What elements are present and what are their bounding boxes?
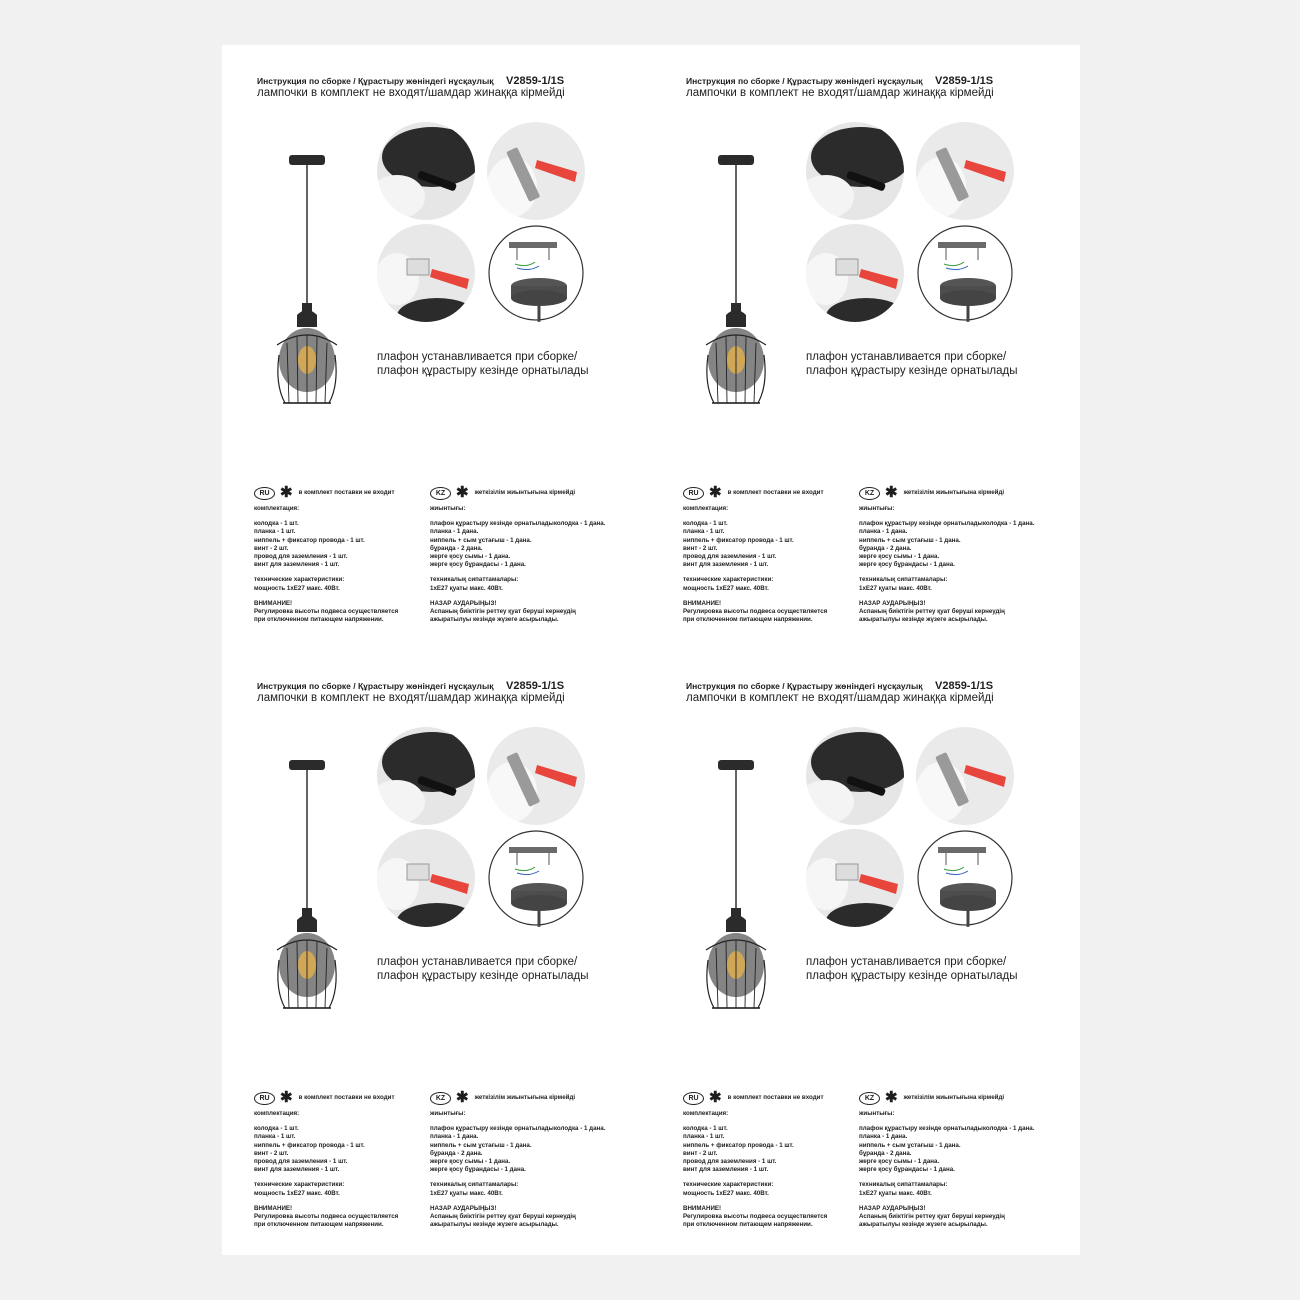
warning-line: Аспаның биіктігін реттеу қуат беруші кернеудің bbox=[859, 608, 1005, 616]
instruction-title: Инструкция по сборке / Құрастыру жөніндегі нұсқаулық bbox=[257, 681, 494, 691]
wire-terminal-photo bbox=[377, 829, 475, 927]
instruction-panel bbox=[651, 650, 1080, 1255]
kit-title: комплектация: bbox=[683, 505, 729, 512]
kit-item: плафон құрастыру кезінде орнатыладыколодка - 1 дана. bbox=[859, 1125, 1035, 1133]
kit-item: бұранда - 2 дана. bbox=[430, 1149, 483, 1157]
kit-item: ниппель + фиксатор провода - 1 шт. bbox=[683, 536, 794, 544]
warning-line: при отключенном питающем напряжении. bbox=[683, 616, 813, 624]
kit-item: винт для заземления - 1 шт. bbox=[254, 1166, 340, 1174]
kit-item: планка - 1 дана. bbox=[430, 1133, 479, 1141]
mounting-diagram bbox=[916, 224, 1014, 322]
kit-item: планка - 1 шт. bbox=[683, 1133, 725, 1141]
asterisk-icon: ✱ bbox=[885, 1089, 898, 1106]
warning-title: НАЗАР АУДАРЫҢЫЗ! bbox=[430, 599, 497, 607]
ru-badge: RU bbox=[254, 1092, 275, 1105]
ru-specs bbox=[683, 1089, 858, 1229]
specs-value: 1хЕ27 қуаты макс. 40Вт. bbox=[430, 584, 503, 592]
kit-item: жерге қосу сымы - 1 дана. bbox=[859, 1158, 940, 1166]
instruction-panel bbox=[222, 45, 651, 650]
kit-item: винт - 2 шт. bbox=[683, 1149, 718, 1157]
kit-item: винт - 2 шт. bbox=[254, 544, 289, 552]
wire-terminal-photo bbox=[377, 224, 475, 322]
kit-item: ниппель + сым ұстағыш - 1 дана. bbox=[430, 1141, 532, 1149]
instruction-panel bbox=[651, 45, 1080, 650]
specs-title: технические характеристики: bbox=[254, 1181, 345, 1189]
bulbs-note: лампочки в комплект не входят/шамдар жинаққа кірмейді bbox=[257, 87, 565, 99]
warning-line: Регулировка высоты подвеса осуществляется bbox=[254, 608, 399, 616]
wire-terminal-photo bbox=[806, 224, 904, 322]
warning-line: Регулировка высоты подвеса осуществляется bbox=[683, 608, 828, 616]
ru-badge: RU bbox=[683, 487, 704, 500]
kit-item: плафон құрастыру кезінде орнатыладыколодка - 1 дана. bbox=[859, 520, 1035, 528]
kz-badge: KZ bbox=[859, 1092, 880, 1105]
shade-note-line: плафон устанавливается при сборке/ bbox=[806, 351, 1007, 363]
shade-note-line: плафон құрастыру кезінде орнатылады bbox=[377, 365, 589, 377]
specs-title: техникалық сипаттамалары: bbox=[430, 1181, 519, 1189]
warning-title: НАЗАР АУДАРЫҢЫЗ! bbox=[859, 599, 926, 607]
kit-item: провод для заземления - 1 шт. bbox=[683, 553, 777, 561]
kit-item: винт - 2 шт. bbox=[683, 544, 718, 552]
kit-item: провод для заземления - 1 шт. bbox=[683, 1158, 777, 1166]
warning-line: при отключенном питающем напряжении. bbox=[254, 616, 384, 624]
specs-value: мощность 1хЕ27 макс. 40Вт. bbox=[683, 1189, 769, 1197]
warning-line: ажыратылуы кезінде жүзеге асырылады. bbox=[430, 616, 559, 624]
pendant-lamp-illustration bbox=[696, 155, 776, 410]
instruction-panel bbox=[222, 650, 651, 1255]
not-included-note: жеткізілім жиынтығына кірмейді bbox=[903, 1093, 1005, 1101]
kit-item: жерге қосу бұрандасы - 1 дана. bbox=[430, 561, 526, 569]
warning-line: Аспаның биіктігін реттеу қуат беруші кернеудің bbox=[430, 608, 576, 616]
kit-item: колодка - 1 шт. bbox=[254, 520, 299, 528]
asterisk-icon: ✱ bbox=[885, 484, 898, 501]
bracket-screwdriver-photo bbox=[487, 727, 585, 825]
not-included-note: жеткізілім жиынтығына кірмейді bbox=[903, 488, 1005, 496]
kit-item: жерге қосу бұрандасы - 1 дана. bbox=[859, 561, 955, 569]
shade-note-line: плафон құрастыру кезінде орнатылады bbox=[806, 970, 1018, 982]
warning-line: при отключенном питающем напряжении. bbox=[254, 1221, 384, 1229]
specs-title: технические характеристики: bbox=[683, 576, 774, 584]
ru-specs bbox=[254, 484, 429, 624]
warning-line: Аспаның биіктігін реттеу қуат беруші кернеудің bbox=[859, 1213, 1005, 1221]
kz-badge: KZ bbox=[430, 1092, 451, 1105]
kit-item: плафон құрастыру кезінде орнатыладыколодка - 1 дана. bbox=[430, 1125, 606, 1133]
warning-title: ВНИМАНИЕ! bbox=[683, 599, 722, 607]
kit-item: провод для заземления - 1 шт. bbox=[254, 553, 348, 561]
pendant-lamp-illustration bbox=[696, 760, 776, 1015]
warning-line: при отключенном питающем напряжении. bbox=[683, 1221, 813, 1229]
specs-title: технические характеристики: bbox=[683, 1181, 774, 1189]
asterisk-icon: ✱ bbox=[456, 1089, 469, 1106]
kit-item: ниппель + сым ұстағыш - 1 дана. bbox=[859, 1141, 961, 1149]
warning-title: ВНИМАНИЕ! bbox=[683, 1204, 722, 1212]
shade-note bbox=[806, 350, 1018, 378]
kit-item: винт для заземления - 1 шт. bbox=[683, 561, 769, 569]
kz-badge: KZ bbox=[859, 487, 880, 500]
not-included-note: в комплект поставки не входит bbox=[298, 1093, 395, 1101]
specs-title: техникалық сипаттамалары: bbox=[430, 576, 519, 584]
kz-specs bbox=[430, 484, 642, 624]
specs-value: мощность 1хЕ27 макс. 40Вт. bbox=[683, 584, 769, 592]
kz-specs bbox=[430, 1089, 642, 1229]
warning-line: Аспаның биіктігін реттеу қуат беруші кернеудің bbox=[430, 1213, 576, 1221]
canopy-screwdriver-photo bbox=[377, 122, 475, 220]
kz-specs bbox=[859, 484, 1071, 624]
kit-item: жерге қосу сымы - 1 дана. bbox=[859, 553, 940, 561]
kit-item: ниппель + фиксатор провода - 1 шт. bbox=[254, 1141, 365, 1149]
pendant-lamp-illustration bbox=[267, 155, 347, 410]
kit-title: жиынтығы: bbox=[430, 1110, 466, 1117]
kit-item: ниппель + сым ұстағыш - 1 дана. bbox=[430, 536, 532, 544]
specs-title: технические характеристики: bbox=[254, 576, 345, 584]
kit-item: бұранда - 2 дана. bbox=[859, 544, 912, 552]
asterisk-icon: ✱ bbox=[280, 1089, 293, 1106]
kit-item: жерге қосу бұрандасы - 1 дана. bbox=[430, 1166, 526, 1174]
shade-note bbox=[377, 350, 589, 378]
kit-item: планка - 1 шт. bbox=[254, 1133, 296, 1141]
kz-specs bbox=[859, 1089, 1071, 1229]
kit-item: планка - 1 шт. bbox=[254, 528, 296, 536]
canopy-screwdriver-photo bbox=[377, 727, 475, 825]
shade-note bbox=[377, 955, 589, 983]
kit-item: жерге қосу сымы - 1 дана. bbox=[430, 553, 511, 561]
not-included-note: в комплект поставки не входит bbox=[298, 488, 395, 496]
model-number: V2859-1/1S bbox=[935, 75, 994, 87]
kit-item: ниппель + фиксатор провода - 1 шт. bbox=[683, 1141, 794, 1149]
not-included-note: жеткізілім жиынтығына кірмейді bbox=[474, 1093, 576, 1101]
wire-terminal-photo bbox=[806, 829, 904, 927]
warning-line: ажыратылуы кезінде жүзеге асырылады. bbox=[859, 1221, 988, 1229]
ru-badge: RU bbox=[683, 1092, 704, 1105]
kit-item: ниппель + сым ұстағыш - 1 дана. bbox=[859, 536, 961, 544]
ru-specs bbox=[683, 484, 858, 624]
kit-item: планка - 1 дана. bbox=[430, 528, 479, 536]
shade-note-line: плафон құрастыру кезінде орнатылады bbox=[377, 970, 589, 982]
mounting-diagram bbox=[487, 829, 585, 927]
not-included-note: в комплект поставки не входит bbox=[727, 1093, 824, 1101]
ru-badge: RU bbox=[254, 487, 275, 500]
instruction-title: Инструкция по сборке / Құрастыру жөніндегі нұсқаулық bbox=[686, 681, 923, 691]
shade-note-line: плафон құрастыру кезінде орнатылады bbox=[806, 365, 1018, 377]
model-number: V2859-1/1S bbox=[506, 680, 565, 692]
warning-line: Регулировка высоты подвеса осуществляется bbox=[254, 1213, 399, 1221]
instruction-title: Инструкция по сборке / Құрастыру жөніндегі нұсқаулық bbox=[257, 76, 494, 86]
bulbs-note: лампочки в комплект не входят/шамдар жинаққа кірмейді bbox=[686, 692, 994, 704]
kit-item: планка - 1 шт. bbox=[683, 528, 725, 536]
kit-title: жиынтығы: bbox=[859, 1110, 895, 1117]
bulbs-note: лампочки в комплект не входят/шамдар жинаққа кірмейді bbox=[257, 692, 565, 704]
kit-title: жиынтығы: bbox=[430, 505, 466, 512]
kit-item: колодка - 1 шт. bbox=[254, 1125, 299, 1133]
kit-item: бұранда - 2 дана. bbox=[859, 1149, 912, 1157]
asterisk-icon: ✱ bbox=[280, 484, 293, 501]
not-included-note: в комплект поставки не входит bbox=[727, 488, 824, 496]
kit-item: планка - 1 дана. bbox=[859, 1133, 908, 1141]
warning-title: НАЗАР АУДАРЫҢЫЗ! bbox=[859, 1204, 926, 1212]
kit-item: колодка - 1 шт. bbox=[683, 1125, 728, 1133]
warning-title: ВНИМАНИЕ! bbox=[254, 1204, 293, 1212]
shade-note-line: плафон устанавливается при сборке/ bbox=[377, 351, 578, 363]
kit-title: комплектация: bbox=[683, 1110, 729, 1117]
ru-specs bbox=[254, 1089, 429, 1229]
pendant-lamp-illustration bbox=[267, 760, 347, 1015]
kit-item: винт для заземления - 1 шт. bbox=[683, 1166, 769, 1174]
instruction-sheet bbox=[222, 45, 1080, 1255]
model-number: V2859-1/1S bbox=[935, 680, 994, 692]
canopy-screwdriver-photo bbox=[806, 727, 904, 825]
warning-title: НАЗАР АУДАРЫҢЫЗ! bbox=[430, 1204, 497, 1212]
kit-item: жерге қосу сымы - 1 дана. bbox=[430, 1158, 511, 1166]
kit-item: плафон құрастыру кезінде орнатыладыколодка - 1 дана. bbox=[430, 520, 606, 528]
kit-title: комплектация: bbox=[254, 1110, 300, 1117]
kit-item: винт - 2 шт. bbox=[254, 1149, 289, 1157]
kit-item: колодка - 1 шт. bbox=[683, 520, 728, 528]
specs-value: 1хЕ27 қуаты макс. 40Вт. bbox=[430, 1189, 503, 1197]
bulbs-note: лампочки в комплект не входят/шамдар жинаққа кірмейді bbox=[686, 87, 994, 99]
specs-value: мощность 1хЕ27 макс. 40Вт. bbox=[254, 584, 340, 592]
instruction-title: Инструкция по сборке / Құрастыру жөніндегі нұсқаулық bbox=[686, 76, 923, 86]
asterisk-icon: ✱ bbox=[456, 484, 469, 501]
not-included-note: жеткізілім жиынтығына кірмейді bbox=[474, 488, 576, 496]
shade-note-line: плафон устанавливается при сборке/ bbox=[377, 956, 578, 968]
model-number: V2859-1/1S bbox=[506, 75, 565, 87]
bracket-screwdriver-photo bbox=[916, 122, 1014, 220]
kit-item: планка - 1 дана. bbox=[859, 528, 908, 536]
kit-item: провод для заземления - 1 шт. bbox=[254, 1158, 348, 1166]
warning-line: Регулировка высоты подвеса осуществляется bbox=[683, 1213, 828, 1221]
specs-value: 1хЕ27 қуаты макс. 40Вт. bbox=[859, 584, 932, 592]
shade-note-line: плафон устанавливается при сборке/ bbox=[806, 956, 1007, 968]
asterisk-icon: ✱ bbox=[709, 1089, 722, 1106]
kz-badge: KZ bbox=[430, 487, 451, 500]
kit-item: винт для заземления - 1 шт. bbox=[254, 561, 340, 569]
asterisk-icon: ✱ bbox=[709, 484, 722, 501]
kit-title: жиынтығы: bbox=[859, 505, 895, 512]
bracket-screwdriver-photo bbox=[916, 727, 1014, 825]
warning-line: ажыратылуы кезінде жүзеге асырылады. bbox=[859, 616, 988, 624]
shade-note bbox=[806, 955, 1018, 983]
specs-title: техникалық сипаттамалары: bbox=[859, 1181, 948, 1189]
kit-title: комплектация: bbox=[254, 505, 300, 512]
kit-item: бұранда - 2 дана. bbox=[430, 544, 483, 552]
specs-title: техникалық сипаттамалары: bbox=[859, 576, 948, 584]
kit-item: ниппель + фиксатор провода - 1 шт. bbox=[254, 536, 365, 544]
mounting-diagram bbox=[487, 224, 585, 322]
bracket-screwdriver-photo bbox=[487, 122, 585, 220]
mounting-diagram bbox=[916, 829, 1014, 927]
kit-item: жерге қосу бұрандасы - 1 дана. bbox=[859, 1166, 955, 1174]
specs-value: мощность 1хЕ27 макс. 40Вт. bbox=[254, 1189, 340, 1197]
warning-title: ВНИМАНИЕ! bbox=[254, 599, 293, 607]
warning-line: ажыратылуы кезінде жүзеге асырылады. bbox=[430, 1221, 559, 1229]
canopy-screwdriver-photo bbox=[806, 122, 904, 220]
specs-value: 1хЕ27 қуаты макс. 40Вт. bbox=[859, 1189, 932, 1197]
